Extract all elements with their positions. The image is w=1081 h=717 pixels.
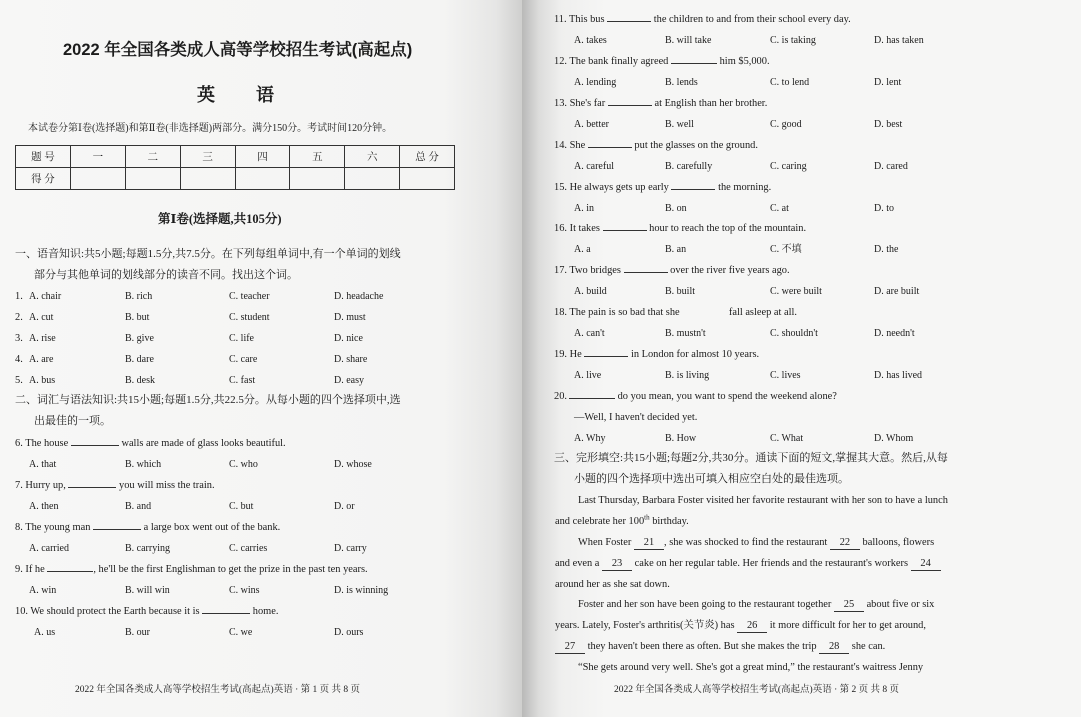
option: D. headache xyxy=(334,291,384,302)
option: C. were built xyxy=(770,286,822,297)
passage-line: “She gets around very well. She's got a great mind,” the restaurant's waitress Jenny xyxy=(578,662,924,673)
option: A. then xyxy=(29,501,59,512)
option: C. teacher xyxy=(229,291,270,302)
passage-line: and celebrate her 100th birthday. xyxy=(555,513,689,527)
score-cell: 五 xyxy=(290,146,345,168)
question-stem: 17. Two bridges over the river five years ago. xyxy=(554,265,790,276)
score-cell: 总 分 xyxy=(400,146,455,168)
passage-line: 27 they haven't been there as often. But she makes the trip 28 she can. xyxy=(555,640,885,654)
option: C. to lend xyxy=(770,77,810,88)
option: D. easy xyxy=(334,375,364,386)
score-table-score-row xyxy=(16,168,455,190)
score-cell xyxy=(235,168,290,190)
gap-number: 22 xyxy=(830,536,860,550)
score-cell: 题 号 xyxy=(16,146,71,168)
option: D. Whom xyxy=(874,433,914,444)
option: C. care xyxy=(229,354,258,365)
option: D. to xyxy=(874,203,894,214)
section-heading: 小题的四个选择项中选出可填入相应空白处的最佳选项。 xyxy=(574,473,849,485)
option: B. mustn't xyxy=(665,328,706,339)
option: A. lending xyxy=(574,77,617,88)
option: A. that xyxy=(29,459,57,470)
passage-line: Foster and her son have been going to the restaurant together 25 about five or six xyxy=(578,599,935,610)
option: B. an xyxy=(665,244,687,255)
option: C. lives xyxy=(770,370,801,381)
gap-number: 24 xyxy=(911,557,941,571)
option: A. a xyxy=(574,244,591,255)
gap-number: 21 xyxy=(634,536,664,550)
option: A. us xyxy=(34,627,56,638)
option: A. takes xyxy=(574,35,607,46)
option: A. chair xyxy=(29,291,62,302)
option: C. but xyxy=(229,501,254,512)
passage-line: When Foster 21 , she was shocked to find the restaurant 22 balloons, flowers xyxy=(578,537,935,548)
question-stem: 9. If he , he'll be the first Englishman to get the prize in the past ten years. xyxy=(15,564,368,575)
option: A. build xyxy=(574,286,607,297)
gap-number: 23 xyxy=(602,557,632,571)
question-number: 2. xyxy=(15,312,23,323)
question-stem: 13. She's far at English than her brother. xyxy=(554,98,768,109)
option: B. and xyxy=(125,501,152,512)
gap-number: 26 xyxy=(737,619,767,633)
option: D. lent xyxy=(874,77,902,88)
score-cell xyxy=(290,168,345,190)
passage-line: and even a 23 cake on her regular table. Her friends and the restaurant's workers 24 xyxy=(555,557,941,571)
option: C. we xyxy=(229,627,253,638)
volume-title: 第Ⅰ卷(选择题,共105分) xyxy=(158,212,282,226)
option: A. can't xyxy=(574,328,605,339)
gap-number: 28 xyxy=(819,640,849,654)
score-cell xyxy=(180,168,235,190)
option: D. share xyxy=(334,354,368,365)
option: A. careful xyxy=(574,161,614,172)
question-stem: 7. Hurry up, you will miss the train. xyxy=(15,480,215,491)
subject-title: 英 语 xyxy=(197,85,293,105)
option: A. bus xyxy=(29,375,56,386)
question-stem: 14. She put the glasses on the ground. xyxy=(554,140,758,151)
gap-number: 27 xyxy=(555,640,585,654)
score-cell xyxy=(345,168,400,190)
score-cell: 六 xyxy=(345,146,400,168)
option: B. well xyxy=(665,119,694,130)
question-stem: 19. He in London for almost 10 years. xyxy=(554,349,760,360)
option: B. dare xyxy=(125,354,154,365)
option: B. on xyxy=(665,203,687,214)
score-cell xyxy=(70,168,125,190)
score-cell xyxy=(400,168,455,190)
option: B. built xyxy=(665,286,696,297)
exam-page-2 xyxy=(522,0,1081,717)
option: C. student xyxy=(229,312,270,323)
option: A. Why xyxy=(574,433,606,444)
page-footer: 2022 年全国各类成人高等学校招生考试(高起点)英语 · 第 2 页 共 8 页 xyxy=(614,685,899,695)
option: B. is living xyxy=(665,370,710,381)
score-table xyxy=(15,145,455,190)
option: C. 不填 xyxy=(770,244,802,255)
option: B. rich xyxy=(125,291,153,302)
option: B. give xyxy=(125,333,154,344)
section-heading: 三、完形填空:共15小题;每题2分,共30分。通读下面的短文,掌握其大意。然后,从每 xyxy=(554,452,948,464)
option: B. carefully xyxy=(665,161,713,172)
option: A. are xyxy=(29,354,54,365)
exam-title: 2022 年全国各类成人高等学校招生考试(高起点) xyxy=(63,41,413,59)
option: A. carried xyxy=(29,543,69,554)
score-cell: 四 xyxy=(235,146,290,168)
option: D. best xyxy=(874,119,903,130)
option: C. wins xyxy=(229,585,260,596)
option: B. will win xyxy=(125,585,170,596)
score-cell: 一 xyxy=(70,146,125,168)
option: C. is taking xyxy=(770,35,816,46)
option: D. or xyxy=(334,501,355,512)
page-footer: 2022 年全国各类成人高等学校招生考试(高起点)英语 · 第 1 页 共 8 页 xyxy=(75,685,360,695)
exam-page-1 xyxy=(0,0,522,717)
passage-line: years. Lately, Foster's arthritis(关节炎) has 26 it more difficult for her to get around, xyxy=(555,620,926,631)
question-stem: 12. The bank finally agreed him $5,000. xyxy=(554,56,770,67)
option: C. at xyxy=(770,203,789,214)
option: B. carrying xyxy=(125,543,170,554)
question-stem: 10. We should protect the Earth because it is home. xyxy=(15,606,279,617)
option: D. ours xyxy=(334,627,364,638)
question-stem: 15. He always gets up early the morning. xyxy=(554,182,772,193)
question-stem: 20. do you mean, you want to spend the weekend alone? xyxy=(554,391,837,402)
option: D. are built xyxy=(874,286,920,297)
score-cell xyxy=(125,168,180,190)
score-cell: 得 分 xyxy=(16,168,71,190)
question-number: 1. xyxy=(15,291,23,302)
gap-number: 25 xyxy=(834,598,864,612)
option: D. the xyxy=(874,244,899,255)
section-heading: 二、词汇与语法知识:共15小题;每题1.5分,共22.5分。从每小题的四个选择项中,选 xyxy=(15,394,401,406)
option: C. What xyxy=(770,433,804,444)
passage-line: around her as she sat down. xyxy=(555,579,670,590)
option: C. shouldn't xyxy=(770,328,818,339)
option: D. has lived xyxy=(874,370,923,381)
option: C. caring xyxy=(770,161,807,172)
section-heading: 出最佳的一项。 xyxy=(34,415,111,427)
question-stem: 6. The house walls are made of glass looks beautiful. xyxy=(15,438,286,449)
option: C. who xyxy=(229,459,258,470)
question-number: 5. xyxy=(15,375,23,386)
question-stem: 16. It takes hour to reach the top of the mountain. xyxy=(554,223,807,234)
option: A. in xyxy=(574,203,594,214)
option: B. but xyxy=(125,312,150,323)
exam-instructions: 本试卷分第Ⅰ卷(选择题)和第Ⅱ卷(非选择题)两部分。满分150分。考试时间120分钟。 xyxy=(28,123,393,134)
option: C. carries xyxy=(229,543,268,554)
option: A. better xyxy=(574,119,609,130)
option: B. which xyxy=(125,459,162,470)
option: C. life xyxy=(229,333,254,344)
question-stem: 18. The pain is so bad that she fall asleep at all. xyxy=(554,307,797,318)
option: B. How xyxy=(665,433,697,444)
option: A. cut xyxy=(29,312,54,323)
option: D. is winning xyxy=(334,585,389,596)
question-stem: 11. This bus the children to and from their school every day. xyxy=(554,14,851,25)
option: D. cared xyxy=(874,161,908,172)
option: D. nice xyxy=(334,333,363,344)
question-number: 3. xyxy=(15,333,23,344)
score-cell: 三 xyxy=(180,146,235,168)
question-stem: 8. The young man a large box went out of the bank. xyxy=(15,522,281,533)
option: C. fast xyxy=(229,375,256,386)
score-table-header-row xyxy=(16,146,455,168)
option: A. win xyxy=(29,585,57,596)
option: B. our xyxy=(125,627,150,638)
section-heading: 部分与其他单词的划线部分的读音不同。找出这个词。 xyxy=(34,269,298,281)
option: A. rise xyxy=(29,333,56,344)
option: D. must xyxy=(334,312,366,323)
passage-line: Last Thursday, Barbara Foster visited her favorite restaurant with her son to have a lunch xyxy=(578,495,948,506)
option: D. needn't xyxy=(874,328,915,339)
option: B. desk xyxy=(125,375,155,386)
option: B. will take xyxy=(665,35,712,46)
option: D. whose xyxy=(334,459,372,470)
question-reply: —Well, I haven't decided yet. xyxy=(574,412,698,423)
score-cell: 二 xyxy=(125,146,180,168)
option: B. lends xyxy=(665,77,698,88)
option: D. carry xyxy=(334,543,367,554)
question-number: 4. xyxy=(15,354,23,365)
option: C. good xyxy=(770,119,802,130)
option: D. has taken xyxy=(874,35,924,46)
option: A. live xyxy=(574,370,602,381)
section-heading: 一、语音知识:共5小题;每题1.5分,共7.5分。在下列每组单词中,有一个单词的划线 xyxy=(15,248,401,260)
